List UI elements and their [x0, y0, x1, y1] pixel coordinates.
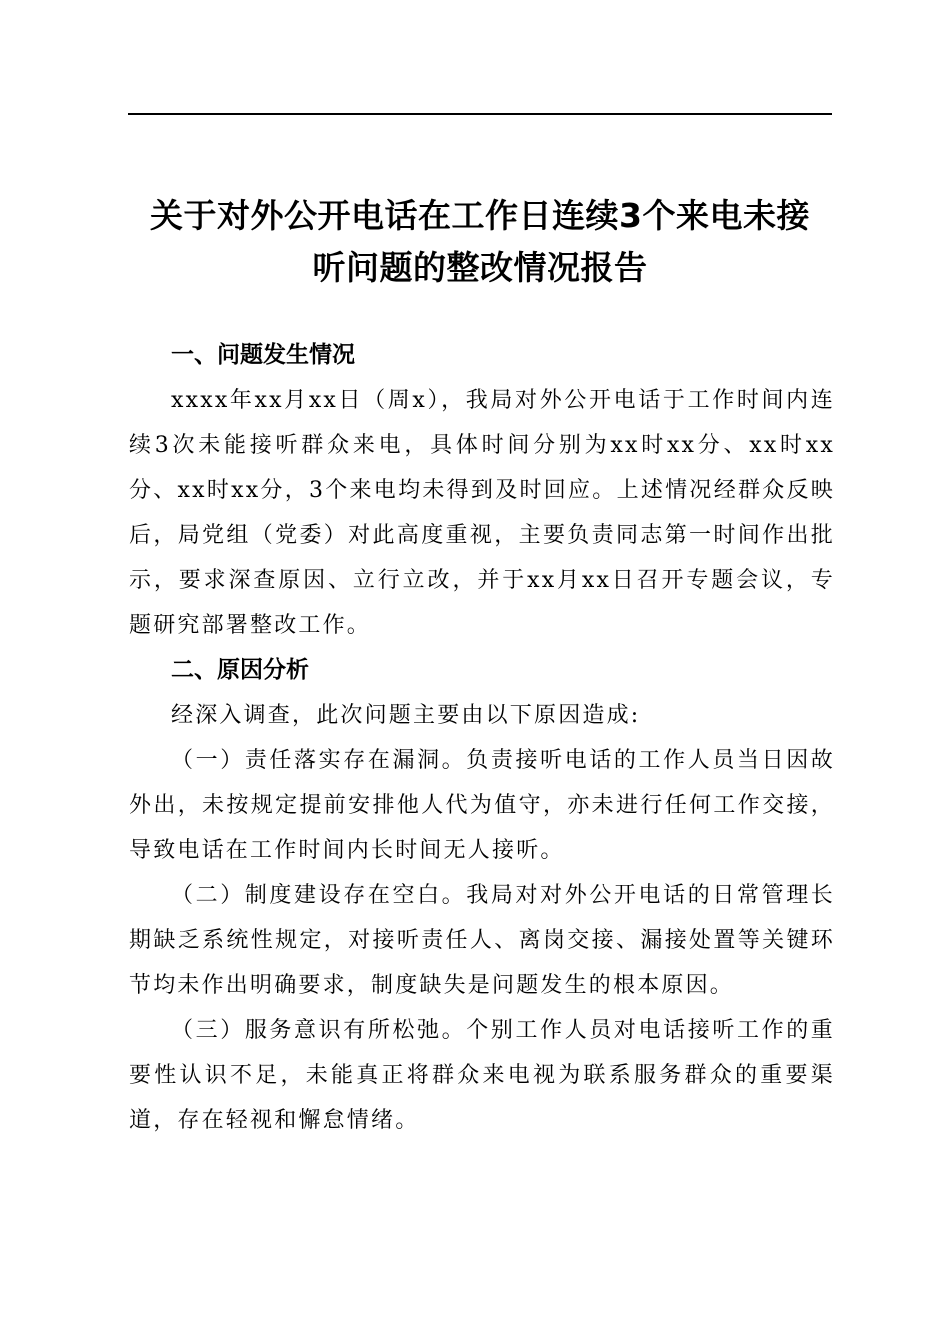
- section-1-paragraph: xxxx年xx月xx日（周x），我局对外公开电话于工作时间内连续3次未能接听群众来电，具体时间分别为xx时xx分、xx时xx分、xx时xx分，3个来电均未得到及时回应。上述情况经群众反映后，局党组（党委）对此高度重视，主要负责同志第一时间作出批示，要求深查原因、立行立改，并于xx月xx日召开专题会议，专题研究部署整改工作。: [129, 388, 835, 638]
- section-1-heading: 一、问题发生情况: [171, 342, 355, 368]
- section-2-item-1: （一）责任落实存在漏洞。负责接听电话的工作人员当日因故外出，未按规定提前安排他人代为值守，亦未进行任何工作交接，导致电话在工作时间内长时间无人接听。: [129, 748, 835, 863]
- header-rule: [128, 113, 832, 115]
- title-line-2: 听问题的整改情况报告: [312, 248, 648, 287]
- section-2-intro: 经深入调查，此次问题主要由以下原因造成:: [171, 703, 641, 728]
- section-2-heading: 二、原因分析: [171, 657, 309, 683]
- section-2-item-2: （二）制度建设存在空白。我局对对外公开电话的日常管理长期缺乏系统性规定，对接听责任人、离岗交接、漏接处置等关键环节均未作出明确要求，制度缺失是问题发生的根本原因。: [129, 883, 835, 998]
- document-body: [129, 333, 835, 1143]
- document-title: [118, 190, 842, 294]
- title-line-1: 关于对外公开电话在工作日连续3个来电未接: [150, 196, 810, 235]
- section-2-item-3: （三）服务意识有所松弛。个别工作人员对电话接听工作的重要性认识不足，未能真正将群众来电视为联系服务群众的重要渠道，存在轻视和懈怠情绪。: [129, 1018, 835, 1133]
